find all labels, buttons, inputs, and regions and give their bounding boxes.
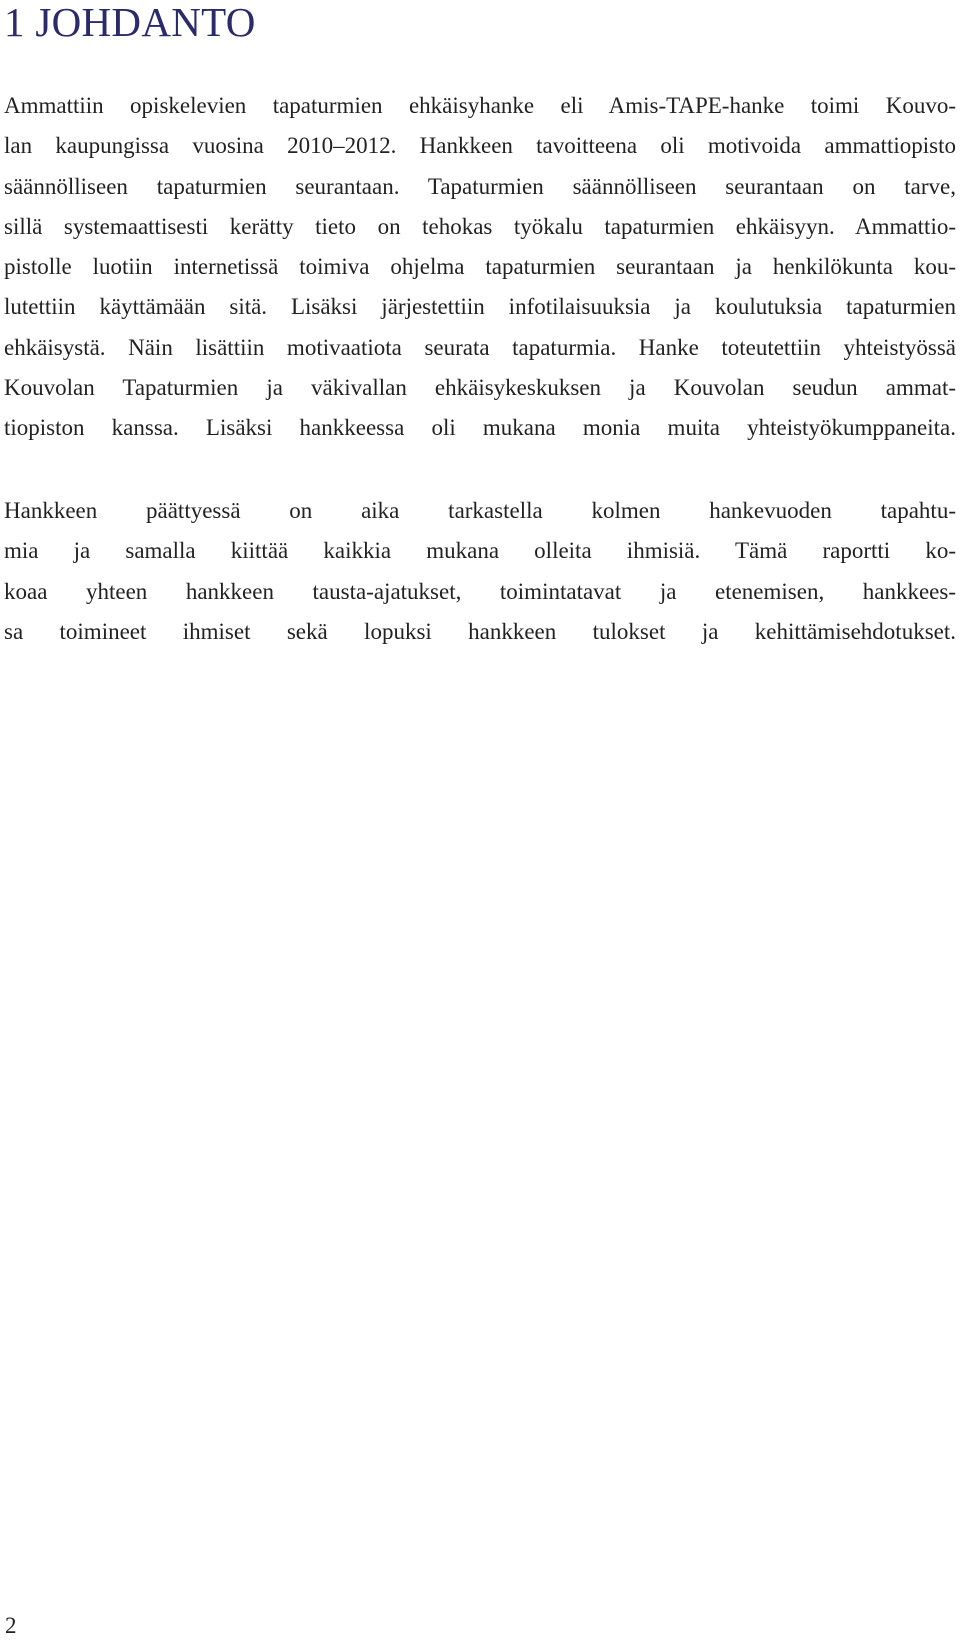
- paragraph-line: ehkäisystä. Näin lisättiin motivaatiota seurata tapaturmia. Hanke toteutettiin yhteistyössä: [4, 334, 956, 360]
- chapter-heading: 1 JOHDANTO: [4, 0, 256, 45]
- page-number: 2: [5, 1613, 17, 1638]
- paragraph-line: lan kaupungissa vuosina 2010–2012. Hankkeen tavoitteena oli motivoida ammattiopisto: [4, 133, 956, 159]
- paragraph-line: Hankkeen päättyessä on aika tarkastella kolmen hankevuoden tapahtu-: [4, 498, 956, 523]
- paragraph-line: Ammattiin opiskelevien tapaturmien ehkäisyhanke eli Amis-TAPE-hanke toimi Kouvo-: [4, 93, 956, 118]
- paragraph-line: koaa yhteen hankkeen tausta-ajatukset, toimintatavat ja etenemisen, hankkees-: [4, 578, 956, 604]
- paragraph-intro: [4, 86, 956, 449]
- paragraph-line: tiopiston kanssa. Lisäksi hankkeessa oli mukana monia muita yhteistyökumppaneita.: [4, 415, 956, 441]
- paragraph-line: sa toimineet ihmiset sekä lopuksi hankkeen tulokset ja kehittämisehdotukset.: [4, 618, 956, 644]
- paragraph-line: mia ja samalla kiittää kaikkia mukana olleita ihmisiä. Tämä raportti ko-: [4, 538, 956, 564]
- paragraph-line: säännölliseen tapaturmien seurantaan. Tapaturmien säännölliseen seurantaan on tarve,: [4, 173, 956, 199]
- paragraph-line: Kouvolan Tapaturmien ja väkivallan ehkäisykeskuksen ja Kouvolan seudun ammat-: [4, 375, 956, 401]
- paragraph-closing: [4, 491, 956, 652]
- paragraph-line: sillä systemaattisesti kerätty tieto on tehokas työkalu tapaturmien ehkäisyyn. Ammattio-: [4, 213, 956, 239]
- paragraph-line: lutettiin käyttämään sitä. Lisäksi järjestettiin infotilaisuuksia ja koulutuksia tapaturmien: [4, 294, 956, 320]
- paragraph-line: pistolle luotiin internetissä toimiva ohjelma tapaturmien seurantaan ja henkilökunta kou-: [4, 254, 956, 280]
